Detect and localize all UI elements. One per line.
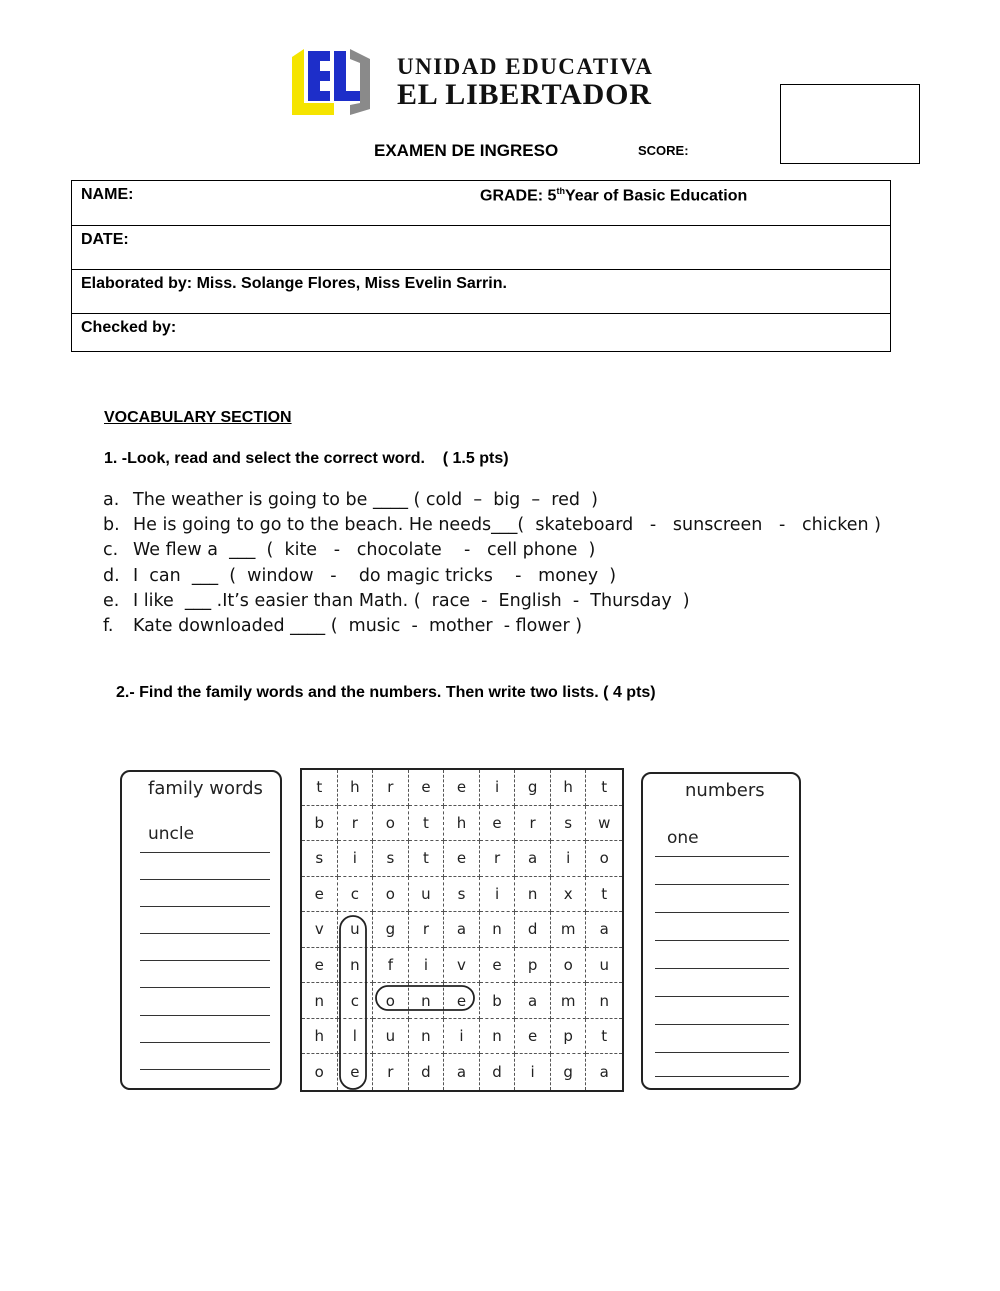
school-name [397, 55, 653, 110]
answer-line[interactable] [140, 987, 270, 988]
answer-line[interactable] [140, 1015, 270, 1016]
grade-label: GRADE: 5thYear of Basic Education [480, 186, 748, 205]
grid-cell[interactable]: h [551, 770, 587, 806]
question-2-title: 2.- Find the family words and the numbers. Then write two lists. ( 4 pts) [116, 684, 656, 701]
grid-cell[interactable]: o [373, 806, 409, 842]
grid-cell[interactable]: e [480, 948, 516, 984]
vocabulary-heading: VOCABULARY SECTION [104, 409, 292, 426]
grid-cell[interactable]: h [444, 806, 480, 842]
info-row-name[interactable] [72, 181, 890, 226]
grid-cell[interactable]: a [444, 1054, 480, 1090]
grid-cell[interactable]: v [444, 948, 480, 984]
logo-gray-shape [350, 49, 370, 115]
grid-cell[interactable]: t [409, 841, 445, 877]
family-words-list [120, 770, 282, 1090]
grid-cell[interactable]: s [444, 877, 480, 913]
grid-cell[interactable]: r [409, 912, 445, 948]
checked-by: Checked by: [81, 319, 177, 336]
grid-cell[interactable]: b [480, 983, 516, 1019]
grid-cell[interactable]: u [373, 1019, 409, 1055]
grid-cell[interactable]: b [302, 806, 338, 842]
grid-cell[interactable]: s [551, 806, 587, 842]
school-logo [290, 47, 372, 117]
grid-cell[interactable]: d [480, 1054, 516, 1090]
grid-cell[interactable]: o [586, 841, 622, 877]
letter-grid [300, 768, 624, 1092]
grid-cell[interactable]: i [409, 948, 445, 984]
grid-cell[interactable]: t [409, 806, 445, 842]
grid-cell[interactable]: t [586, 770, 622, 806]
grid-cell[interactable]: a [444, 912, 480, 948]
info-row-checked[interactable] [72, 314, 890, 351]
grid-cell[interactable]: n [409, 1019, 445, 1055]
question-1-item[interactable]: b. He is going to go to the beach. He needs___( skateboard - sunscreen - chicken ) [103, 515, 882, 535]
grid-cell[interactable]: d [409, 1054, 445, 1090]
grid-cell[interactable]: g [373, 912, 409, 948]
grid-cell[interactable]: p [551, 1019, 587, 1055]
grid-cell[interactable]: s [373, 841, 409, 877]
grid-cell[interactable]: g [551, 1054, 587, 1090]
date-label: DATE: [81, 231, 129, 248]
grid-cell[interactable]: u [586, 948, 622, 984]
info-table [71, 180, 891, 352]
grid-cell[interactable]: n [480, 912, 516, 948]
answer-line[interactable] [655, 856, 789, 857]
numbers-example-word: one [667, 828, 699, 848]
question-1-item[interactable]: e. I like ___ .It’s easier than Math. ( race - English - Thursday ) [103, 591, 690, 611]
info-row-elaborated [72, 270, 890, 314]
score-label: SCORE: [638, 143, 689, 158]
school-name-line1: UNIDAD EDUCATIVA [397, 54, 654, 79]
answer-line[interactable] [140, 906, 270, 907]
answer-line[interactable] [655, 968, 789, 969]
school-name-line2: EL LIBERTADOR [397, 78, 652, 111]
grid-cell[interactable]: h [302, 1019, 338, 1055]
grid-cell[interactable]: a [586, 912, 622, 948]
question-1-item[interactable]: d. I can ___ ( window - do magic tricks - money ) [103, 566, 617, 586]
grid-cell[interactable]: i [515, 1054, 551, 1090]
numbers-list [641, 772, 801, 1090]
score-box[interactable] [780, 84, 920, 164]
grid-cell[interactable]: e [338, 1054, 374, 1090]
grid-cell[interactable]: i [551, 841, 587, 877]
grid-cell[interactable]: e [480, 806, 516, 842]
grid-cell[interactable]: t [586, 877, 622, 913]
answer-line[interactable] [655, 912, 789, 913]
answer-line[interactable] [655, 884, 789, 885]
question-1-item[interactable]: f. Kate downloaded ____ ( music - mother - flower ) [103, 616, 583, 636]
grid-cell[interactable]: h [338, 770, 374, 806]
info-row-date[interactable] [72, 226, 890, 270]
question-1-title: 1. -Look, read and select the correct word. ( 1.5 pts) [104, 450, 509, 467]
grid-cell[interactable]: n [409, 983, 445, 1019]
question-1-item[interactable]: c. We flew a ___ ( kite - chocolate - cell phone ) [103, 540, 596, 560]
grid-cell[interactable]: e [302, 877, 338, 913]
grid-cell[interactable]: r [373, 770, 409, 806]
grid-cell[interactable]: s [302, 841, 338, 877]
grid-cell[interactable]: e [515, 1019, 551, 1055]
grid-cell[interactable]: i [338, 841, 374, 877]
grid-cell[interactable]: c [338, 877, 374, 913]
grid-cell[interactable]: g [515, 770, 551, 806]
grid-cell[interactable]: u [338, 912, 374, 948]
grid-cell[interactable]: e [409, 770, 445, 806]
answer-line[interactable] [140, 1042, 270, 1043]
grid-cell[interactable]: i [480, 877, 516, 913]
answer-line[interactable] [140, 960, 270, 961]
grid-cell[interactable]: i [480, 770, 516, 806]
grid-cell[interactable]: d [515, 912, 551, 948]
grid-cell[interactable]: o [373, 983, 409, 1019]
grid-cell[interactable]: r [515, 806, 551, 842]
grid-cell[interactable]: l [338, 1019, 374, 1055]
grid-cell[interactable]: v [302, 912, 338, 948]
grid-cell[interactable]: m [551, 983, 587, 1019]
answer-line[interactable] [140, 852, 270, 853]
grid-cell[interactable]: i [444, 1019, 480, 1055]
grid-cell[interactable]: x [551, 877, 587, 913]
grid-cell[interactable]: a [515, 983, 551, 1019]
grid-cell[interactable]: t [586, 1019, 622, 1055]
logo-blue-shape [308, 51, 330, 101]
exam-title: EXAMEN DE INGRESO [374, 141, 559, 160]
answer-line[interactable] [655, 1052, 789, 1053]
elaborated-by: Elaborated by: Miss. Solange Flores, Miss Evelin Sarrin. [81, 275, 507, 292]
grid-cell[interactable]: p [515, 948, 551, 984]
grid-cell[interactable]: n [338, 948, 374, 984]
grid-cell[interactable]: r [338, 806, 374, 842]
grid-cell[interactable]: o [551, 948, 587, 984]
answer-line[interactable] [655, 996, 789, 997]
numbers-title: numbers [681, 780, 769, 801]
grid-cell[interactable]: e [444, 983, 480, 1019]
name-label: NAME: [81, 186, 134, 203]
answer-line[interactable] [140, 879, 270, 880]
grid-cell[interactable]: u [409, 877, 445, 913]
answer-line[interactable] [655, 940, 789, 941]
grid-cell[interactable]: n [302, 983, 338, 1019]
grid-cell[interactable]: a [599, 1063, 609, 1082]
grid-cell[interactable]: n [480, 1019, 516, 1055]
grid-cell[interactable]: n [586, 983, 622, 1019]
grid-cell[interactable]: o [373, 877, 409, 913]
grid-cell[interactable]: w [586, 806, 622, 842]
grid-cell[interactable]: e [444, 841, 480, 877]
grid-cell[interactable]: t [302, 770, 338, 806]
grid-cell[interactable]: o [302, 1054, 338, 1090]
answer-line[interactable] [655, 1024, 789, 1025]
grid-cell[interactable]: r [373, 1054, 409, 1090]
grid-cell[interactable]: m [551, 912, 587, 948]
grid-cell[interactable]: r [480, 841, 516, 877]
question-1-item[interactable]: a. The weather is going to be ____ ( cold – big – red ) [103, 490, 598, 510]
grid-cell[interactable]: a [515, 841, 551, 877]
word-search-puzzle [113, 760, 813, 1100]
grid-cell[interactable]: f [373, 948, 409, 984]
grid-cell[interactable]: e [444, 770, 480, 806]
grid-cell[interactable]: n [515, 877, 551, 913]
family-words-title: family words [144, 778, 267, 799]
answer-line[interactable] [140, 1069, 270, 1070]
grid-cell[interactable]: e [302, 948, 338, 984]
answer-line[interactable] [655, 1076, 789, 1077]
family-example-word: uncle [148, 824, 195, 844]
answer-line[interactable] [140, 933, 270, 934]
grid-cell[interactable]: c [338, 983, 374, 1019]
